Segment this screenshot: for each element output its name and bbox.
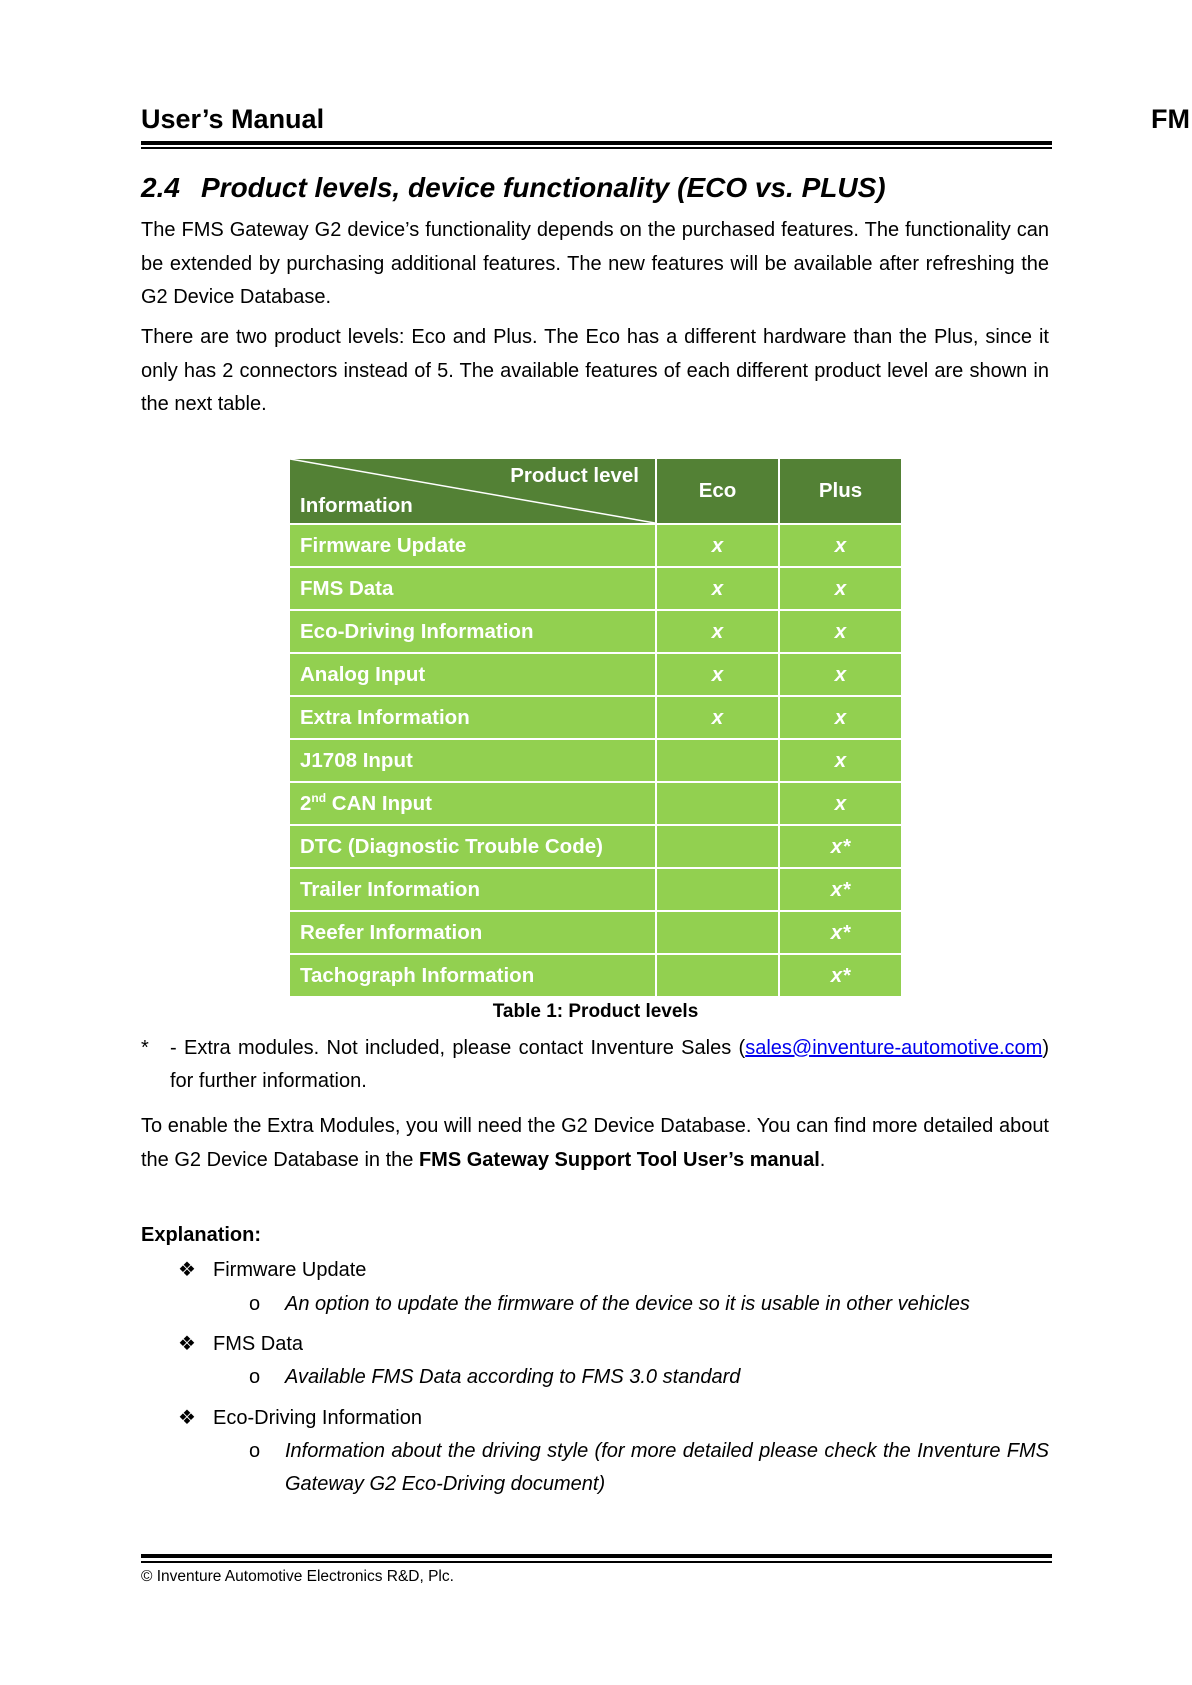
plus-mark: x (779, 782, 902, 825)
header-rule-thin (141, 147, 1052, 149)
list-item: ❖ Eco-Driving Information (178, 1407, 422, 1429)
row-label: Tachograph Information (289, 954, 656, 997)
eco-mark (656, 782, 779, 825)
eco-mark: x (656, 653, 779, 696)
plus-mark: x (779, 610, 902, 653)
row-label: 2nd CAN Input (289, 782, 656, 825)
table-row (289, 567, 902, 610)
list-item-description: o An option to update the firmware of the device so it is usable in other vehicles (249, 1288, 1049, 1321)
table-row (289, 911, 902, 954)
plus-mark: x (779, 524, 902, 567)
eco-mark: x (656, 696, 779, 739)
table-row (289, 610, 902, 653)
row-label: Reefer Information (289, 911, 656, 954)
eco-mark (656, 825, 779, 868)
header-rule-thick (141, 141, 1052, 145)
plus-mark: x (779, 696, 902, 739)
table-row (289, 825, 902, 868)
row-label: J1708 Input (289, 739, 656, 782)
diamond-bullet-icon: ❖ (178, 1259, 196, 1281)
explanation-heading: Explanation: (141, 1224, 262, 1246)
table-row (289, 868, 902, 911)
plus-mark: x (779, 653, 902, 696)
eco-mark (656, 911, 779, 954)
header-right-label: FM (1151, 104, 1190, 134)
table-row (289, 739, 902, 782)
list-item-description: o Available FMS Data according to FMS 3.0 standard (249, 1361, 1049, 1394)
table-row (289, 782, 902, 825)
plus-mark: x* (779, 954, 902, 997)
row-label: FMS Data (289, 567, 656, 610)
circle-bullet-icon: o (249, 1440, 261, 1462)
diamond-bullet-icon: ❖ (178, 1407, 196, 1429)
product-levels-table (288, 457, 903, 998)
extra-modules-note: * - Extra modules. Not included, please contact Inventure Sales (sales@inventure-automotive.com) for further information. (141, 1032, 1049, 1098)
circle-bullet-icon: o (249, 1293, 261, 1315)
table-row (289, 696, 902, 739)
row-label: Firmware Update (289, 524, 656, 567)
table-corner-cell (289, 458, 656, 524)
eco-mark: x (656, 610, 779, 653)
section-number: 2.4 (141, 172, 180, 203)
table-row (289, 954, 902, 997)
footer-rule-thick (141, 1554, 1052, 1558)
row-label: DTC (Diagnostic Trouble Code) (289, 825, 656, 868)
diamond-bullet-icon: ❖ (178, 1333, 196, 1355)
list-item: ❖ Firmware Update (178, 1259, 367, 1281)
eco-mark: x (656, 524, 779, 567)
footer-rule-thin (141, 1561, 1052, 1563)
row-label: Extra Information (289, 696, 656, 739)
support-tool-manual-ref: FMS Gateway Support Tool User’s manual (418, 1148, 820, 1171)
plus-mark: x (779, 567, 902, 610)
plus-mark: x* (779, 911, 902, 954)
section-heading (141, 172, 886, 204)
extra-modules-paragraph: To enable the Extra Modules, you will need the G2 Device Database. You can find more detailed about the G2 Device Database in the FMS Gateway Support Tool User’s manual. (141, 1115, 1049, 1171)
sales-email-link[interactable]: sales@inventure-automotive.com (745, 1037, 1043, 1059)
table-row (289, 524, 902, 567)
list-item-description: o Information about the driving style (for more detailed please check the Inventure FMS Gateway G2 Eco-Driving document) (249, 1435, 1049, 1501)
plus-mark: x* (779, 825, 902, 868)
corner-label-product-level: Product level (510, 464, 639, 487)
footer-copyright: © Inventure Automotive Electronics R&D, Plc. (141, 1568, 454, 1585)
intro-paragraph-2: There are two product levels: Eco and Plus. The Eco has a different hardware than the Plus, since it only has 2 connectors instead of 5. The available features of each different product level are shown in the next table. (141, 326, 1049, 415)
circle-bullet-icon: o (249, 1366, 261, 1388)
plus-mark: x (779, 739, 902, 782)
column-header-eco: Eco (656, 458, 779, 524)
list-item: ❖ FMS Data (178, 1333, 304, 1355)
eco-mark (656, 868, 779, 911)
eco-mark: x (656, 567, 779, 610)
row-label: Analog Input (289, 653, 656, 696)
plus-mark: x* (779, 868, 902, 911)
eco-mark (656, 954, 779, 997)
column-header-plus: Plus (779, 458, 902, 524)
note-asterisk: * (141, 1037, 149, 1059)
table-caption: Table 1: Product levels (492, 1001, 699, 1022)
table-row (289, 653, 902, 696)
table-header-row (289, 458, 902, 524)
row-label: Eco-Driving Information (289, 610, 656, 653)
header-title: User’s Manual (141, 104, 325, 134)
row-label: Trailer Information (289, 868, 656, 911)
intro-paragraph-1: The FMS Gateway G2 device’s functionality depends on the purchased features. The functionality can be extended by purchasing additional features. The new features will be available after refreshing the G2 Device Database. (141, 219, 1049, 308)
eco-mark (656, 739, 779, 782)
section-title: Product levels, device functionality (ECO vs. PLUS) (201, 172, 886, 203)
corner-label-information: Information (300, 494, 413, 517)
